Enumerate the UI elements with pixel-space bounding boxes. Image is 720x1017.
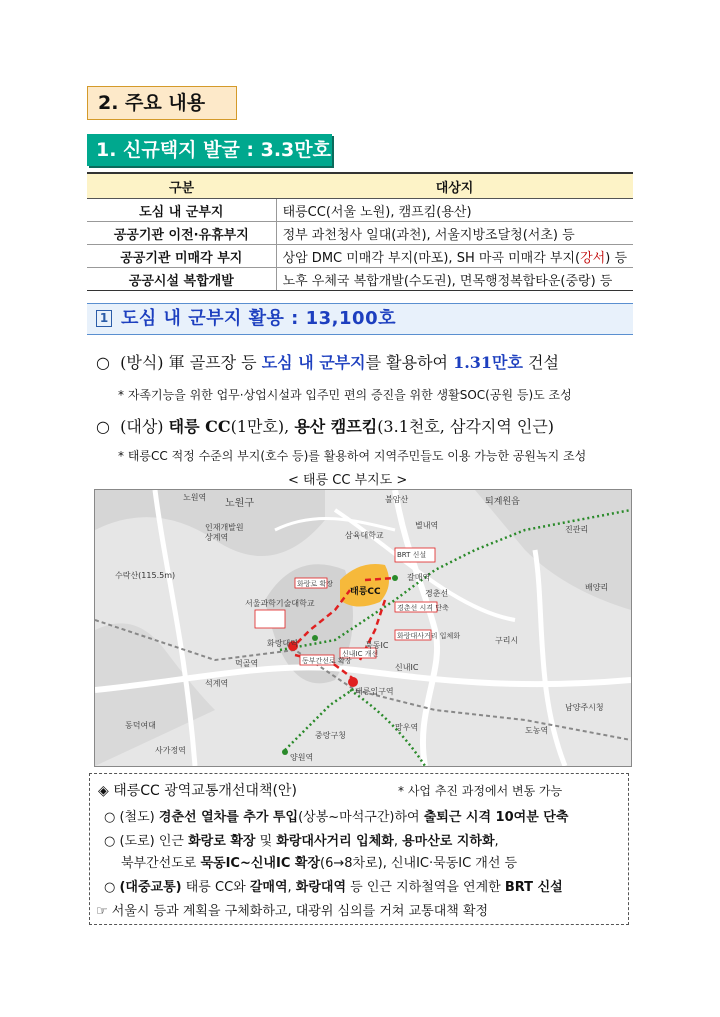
box-item-conclusion — [96, 900, 488, 919]
table-header-category: 구분 — [87, 173, 276, 199]
text: , — [494, 834, 499, 849]
bold-text: 출퇴근 시격 10여분 단축 — [423, 810, 569, 825]
cell-text: ) 등 — [605, 250, 627, 266]
text: , — [287, 880, 296, 895]
subsection-number: 1 — [96, 310, 112, 327]
box-item-rail — [104, 806, 568, 825]
note-1: * 자족기능을 위한 업무·상업시설과 입주민 편의 증진을 위한 생활SOC(공원 등)도 조성 — [118, 388, 572, 402]
text: 등 인근 지하철역을 연계한 — [346, 880, 505, 895]
map-label: 망우역 — [395, 723, 419, 732]
box-item-transit — [104, 876, 563, 895]
map-label: 양원역 — [290, 753, 314, 762]
map-label: 삼육대학교 — [345, 531, 384, 540]
table-header-row — [87, 173, 633, 199]
text: 건설 — [522, 353, 559, 372]
table-row — [87, 268, 633, 291]
map-label: 노원구 — [225, 498, 254, 509]
text: (6→8차로), 신내IC·묵동IC 개선 등 — [320, 856, 518, 871]
map-center-label: 태릉CC — [350, 587, 381, 597]
table-cell-site: 정부 과천청사 일대(과천), 서울지방조달청(서초) 등 — [276, 222, 633, 245]
bullet-marker: ○ — [96, 417, 110, 436]
map-label: 화랑대역 — [267, 639, 298, 648]
map-label: 서울과학기술대학교 — [245, 599, 315, 608]
text: (상봉~마석구간)하여 — [298, 810, 424, 825]
table-cell-site: 태릉CC(서울 노원), 캠프킴(용산) — [276, 199, 633, 222]
map-callout: 동부간선로 확장 — [302, 657, 352, 665]
green-title-bar: 1. 신규택지 발굴 : 3.3만호 — [87, 134, 332, 166]
text: 북부간선도로 — [121, 856, 201, 871]
map-caption: < 태릉 CC 부지도 > — [288, 473, 408, 488]
map-label: 배양리 — [585, 583, 609, 592]
map-callout: 화랑대사거리 입체화 — [397, 632, 461, 640]
table-header-site: 대상지 — [276, 173, 633, 199]
text: 및 — [255, 834, 277, 849]
text: 를 활용하여 — [365, 353, 454, 372]
map-label: 노원역 — [183, 493, 207, 502]
bold-text: 묵동IC~신내IC 확장 — [200, 856, 321, 871]
table-cell-category: 공공기관 이전·유휴부지 — [87, 222, 276, 245]
bullet-marker: ○ — [104, 810, 116, 825]
map-label: 석계역 — [205, 679, 229, 688]
bold-text: BRT 신설 — [504, 880, 563, 895]
text: (1만호), — [230, 417, 295, 436]
table-row — [87, 199, 633, 222]
bold-text: 갈매역 — [249, 880, 288, 895]
bullet-method — [96, 350, 559, 373]
bold-text: 화랑로 확장 — [188, 834, 256, 849]
highlight-text: 1.31만호 — [453, 353, 523, 372]
box-title-text: 태릉CC 광역교통개선대책(안) — [113, 783, 297, 799]
table-cell-site — [276, 245, 633, 268]
highlighted-district: 강서 — [580, 250, 606, 266]
map-label: 도농역 — [525, 726, 549, 735]
bullet-marker: ○ — [104, 880, 116, 895]
map-label: 묵동IC — [365, 641, 389, 650]
text: , — [393, 834, 403, 849]
map-label: 경춘선 — [425, 589, 449, 598]
bold-text: 용마산로 지하화 — [402, 834, 495, 849]
map-callout: 신내IC 개선 — [342, 650, 379, 658]
table-row — [87, 222, 633, 245]
bold-text: 화랑대역 — [295, 880, 347, 895]
map-label: 퇴계원읍 — [485, 497, 520, 507]
map-label: 갈매역 — [407, 573, 431, 582]
bullet-target — [96, 414, 554, 437]
table-cell-site: 노후 우체국 복합개발(수도권), 면목행정복합타운(중랑) 등 — [276, 268, 633, 291]
bold-text: 화랑대사거리 입체화 — [276, 834, 394, 849]
map-label: 수락산(115.5m) — [115, 571, 176, 580]
map-label: 사가정역 — [155, 746, 186, 755]
map-label: 태릉입구역 — [355, 687, 394, 696]
text: (방식) 軍 골프장 등 — [120, 353, 262, 372]
text: (도로) 인근 — [119, 834, 189, 849]
table-row — [87, 245, 633, 268]
map-label: 구리시 — [495, 636, 519, 645]
bold-text: (대중교통) — [119, 880, 182, 895]
text: (3.1천호, 삼각지역 인근) — [377, 417, 555, 436]
bold-text: 태릉 CC — [168, 417, 231, 436]
highlight-text: 도심 내 군부지 — [261, 353, 366, 372]
pointing-hand-icon: ☞ — [96, 904, 108, 919]
diamond-icon: ◈ — [98, 783, 109, 799]
map-label: 먹골역 — [235, 659, 259, 668]
bullet-marker: ○ — [104, 834, 116, 849]
map-label: 동덕여대 — [125, 721, 156, 730]
text: (대상) — [120, 417, 169, 436]
map-label: 상계역 — [205, 533, 229, 542]
table-cell-category: 공공시설 복합개발 — [87, 268, 276, 291]
box-item-road-cont — [121, 852, 517, 871]
bullet-marker: ○ — [96, 353, 110, 372]
cell-text: 상암 DMC 미매각 부지(마포), SH 마곡 미매각 부지( — [282, 250, 581, 266]
map-label: 별내역 — [415, 521, 439, 530]
map-label: 신내IC — [395, 663, 419, 672]
map-label: 불암산 — [385, 495, 409, 504]
map-callout: 화랑로 확장 — [297, 580, 334, 588]
table-cell-category: 공공기관 미매각 부지 — [87, 245, 276, 268]
bold-text: 경춘선 열차를 추가 투입 — [158, 810, 299, 825]
box-title-note: * 사업 추진 과정에서 변동 가능 — [398, 784, 563, 798]
table-cell-category: 도심 내 군부지 — [87, 199, 276, 222]
box-item-road — [104, 830, 499, 849]
bold-text: 용산 캠프킴 — [294, 417, 378, 436]
map-label: 인재개발원 — [205, 523, 244, 532]
map-callout: BRT 신설 — [397, 551, 427, 559]
box-title — [98, 780, 297, 800]
map-callout: 경춘선 시격 단축 — [397, 604, 449, 612]
map-label: 진관리 — [565, 525, 589, 534]
map-label: 중랑구청 — [315, 731, 346, 740]
text: 태릉 CC와 — [181, 880, 250, 895]
text: 서울시 등과 계획을 구체화하고, 대광위 심의를 거쳐 교통대책 확정 — [111, 904, 489, 919]
map-label: 남양주시청 — [565, 703, 604, 712]
text: (철도) — [119, 810, 159, 825]
subsection-title: 도심 내 군부지 활용 : 13,100호 — [121, 308, 396, 329]
section-title: 2. 주요 내용 — [87, 86, 237, 120]
note-2: * 태릉CC 적정 수준의 부지(호수 등)를 활용하여 지역주민들도 이용 가능한 공원녹지 조성 — [118, 449, 587, 463]
target-site-table — [87, 172, 633, 291]
site-map — [94, 489, 632, 767]
